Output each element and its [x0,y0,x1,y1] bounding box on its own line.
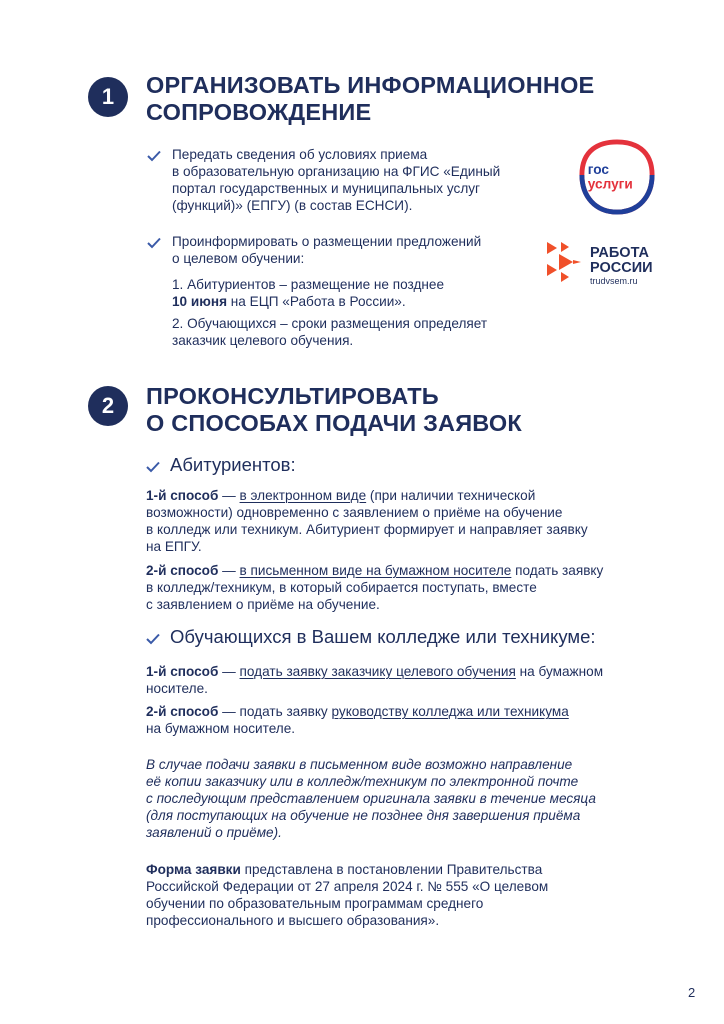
gosuslugi-logo-text: услуги [587,176,633,192]
section-2-title-line1: ПРОКОНСУЛЬТИРОВАТЬ [146,383,439,409]
way-text: — подать заявку [218,704,332,719]
rabota-rossii-icon [543,238,583,284]
note-line: (для поступающих на обучение не позднее дня завершения приёма [146,808,581,823]
gosuslugi-logo [578,138,656,216]
point-applicants-rest: на ЕЦП «Работа в России». [227,294,406,309]
customer-way-text: подать заявку заказчику целевого обучения [239,664,516,679]
section-1-title-line2: СОПРОВОЖДЕНИЕ [146,99,372,125]
note-line: В случае подачи заявки в письменном виде возможно направление [146,757,573,772]
section-1-title-line1: ОРГАНИЗОВАТЬ ИНФОРМАЦИОННОЕ [146,72,595,98]
way-text-line: с заявлением о приёме на обучение. [146,597,380,612]
college-management-text: руководству колледжа или техникума [331,704,569,719]
note-italic [146,756,666,841]
check-icon [146,461,160,473]
way-label: 1-й способ [146,488,219,503]
section-2-title-line2: О СПОСОБАХ ПОДАЧИ ЗАЯВОК [146,410,522,436]
page-number: 2 [688,985,696,1000]
rabota-rossii-logo [590,246,653,286]
form-text-line: обучении по образовательным программам среднего [146,896,484,911]
note-line: заявлений о приёме). [146,825,282,840]
way-text-line: на ЕПГУ. [146,539,202,554]
section-2-title [146,383,522,437]
item-epgu-line: в образовательную организацию на ФГИС «Единый [172,164,501,179]
way-text-line: носителе. [146,681,208,696]
item-inform-line: о целевом обучении: [172,251,305,266]
students-way-2 [146,703,666,737]
way-text: подать заявку [511,563,604,578]
point-students-line: заказчик целевого обучения. [172,333,354,348]
way-label: 1-й способ [146,664,219,679]
students-way-1 [146,663,666,697]
item-inform [172,233,572,267]
check-icon [146,633,160,645]
subheading-students: Обучающихся в Вашем колледже или техникуме: [170,626,596,647]
form-text-line: Российской Федерации от 27 апреля 2024 г. № 555 «О целевом [146,879,549,894]
section-number-1: 1 [88,77,128,117]
way-label: 2-й способ [146,704,219,719]
deadline-date: 10 июня [172,294,228,309]
way-text-line: в колледж или техникум. Абитуриент формирует и направляет заявку [146,522,588,537]
point-applicants-line: 1. Абитуриентов – размещение не позднее [172,277,445,292]
item-epgu-line: портал государственных и муниципальных услуг [172,181,481,196]
dash: — [218,563,240,578]
point-students [172,315,572,349]
gosuslugi-logo-text: гос [587,162,609,178]
note-line: её копии заказчику или в колледж/техникум по электронной почте [146,774,579,789]
paper-way-text: в письменном виде на бумажном носителе [239,563,512,578]
rabota-logo-line: РАБОТА [590,245,649,261]
form-reference [146,861,666,929]
rabota-logo-site: trudvsem.ru [590,276,638,286]
applicants-way-1 [146,487,666,555]
item-epgu-line: Передать сведения об условиях приема [172,147,428,162]
form-label: Форма заявки [146,862,241,877]
item-inform-line: Проинформировать о размещении предложений [172,234,482,249]
way-text: (при наличии технической [366,488,536,503]
item-epgu [172,146,572,214]
way-label: 2-й способ [146,563,219,578]
way-text: на бумажном [515,664,604,679]
dash: — [218,664,240,679]
check-icon [147,237,161,249]
note-line: с последующим представлением оригинала заявки в течение месяца [146,791,596,806]
dash: — [218,488,240,503]
form-text-line: профессионального и высшего образования». [146,913,440,928]
check-icon [147,150,161,162]
item-epgu-line: (функций)» (ЕПГУ) (в состав ЕСНСИ). [172,198,413,213]
applicants-way-2 [146,562,666,613]
subheading-applicants: Абитуриентов: [170,454,296,475]
section-number-2: 2 [88,386,128,426]
way-text-line: возможности) одновременно с заявлением о приёме на обучение [146,505,563,520]
rabota-logo-line: РОССИИ [590,260,653,276]
way-text-line: в колледж/техникум, в который собирается поступать, вместе [146,580,537,595]
way-text-line: на бумажном носителе. [146,721,296,736]
form-text: представлена в постановлении Правительства [240,862,543,877]
point-applicants [172,276,572,310]
electronic-way-text: в электронном виде [239,488,367,503]
section-1-title [146,72,594,126]
point-students-line: 2. Обучающихся – сроки размещения определяет [172,316,488,331]
